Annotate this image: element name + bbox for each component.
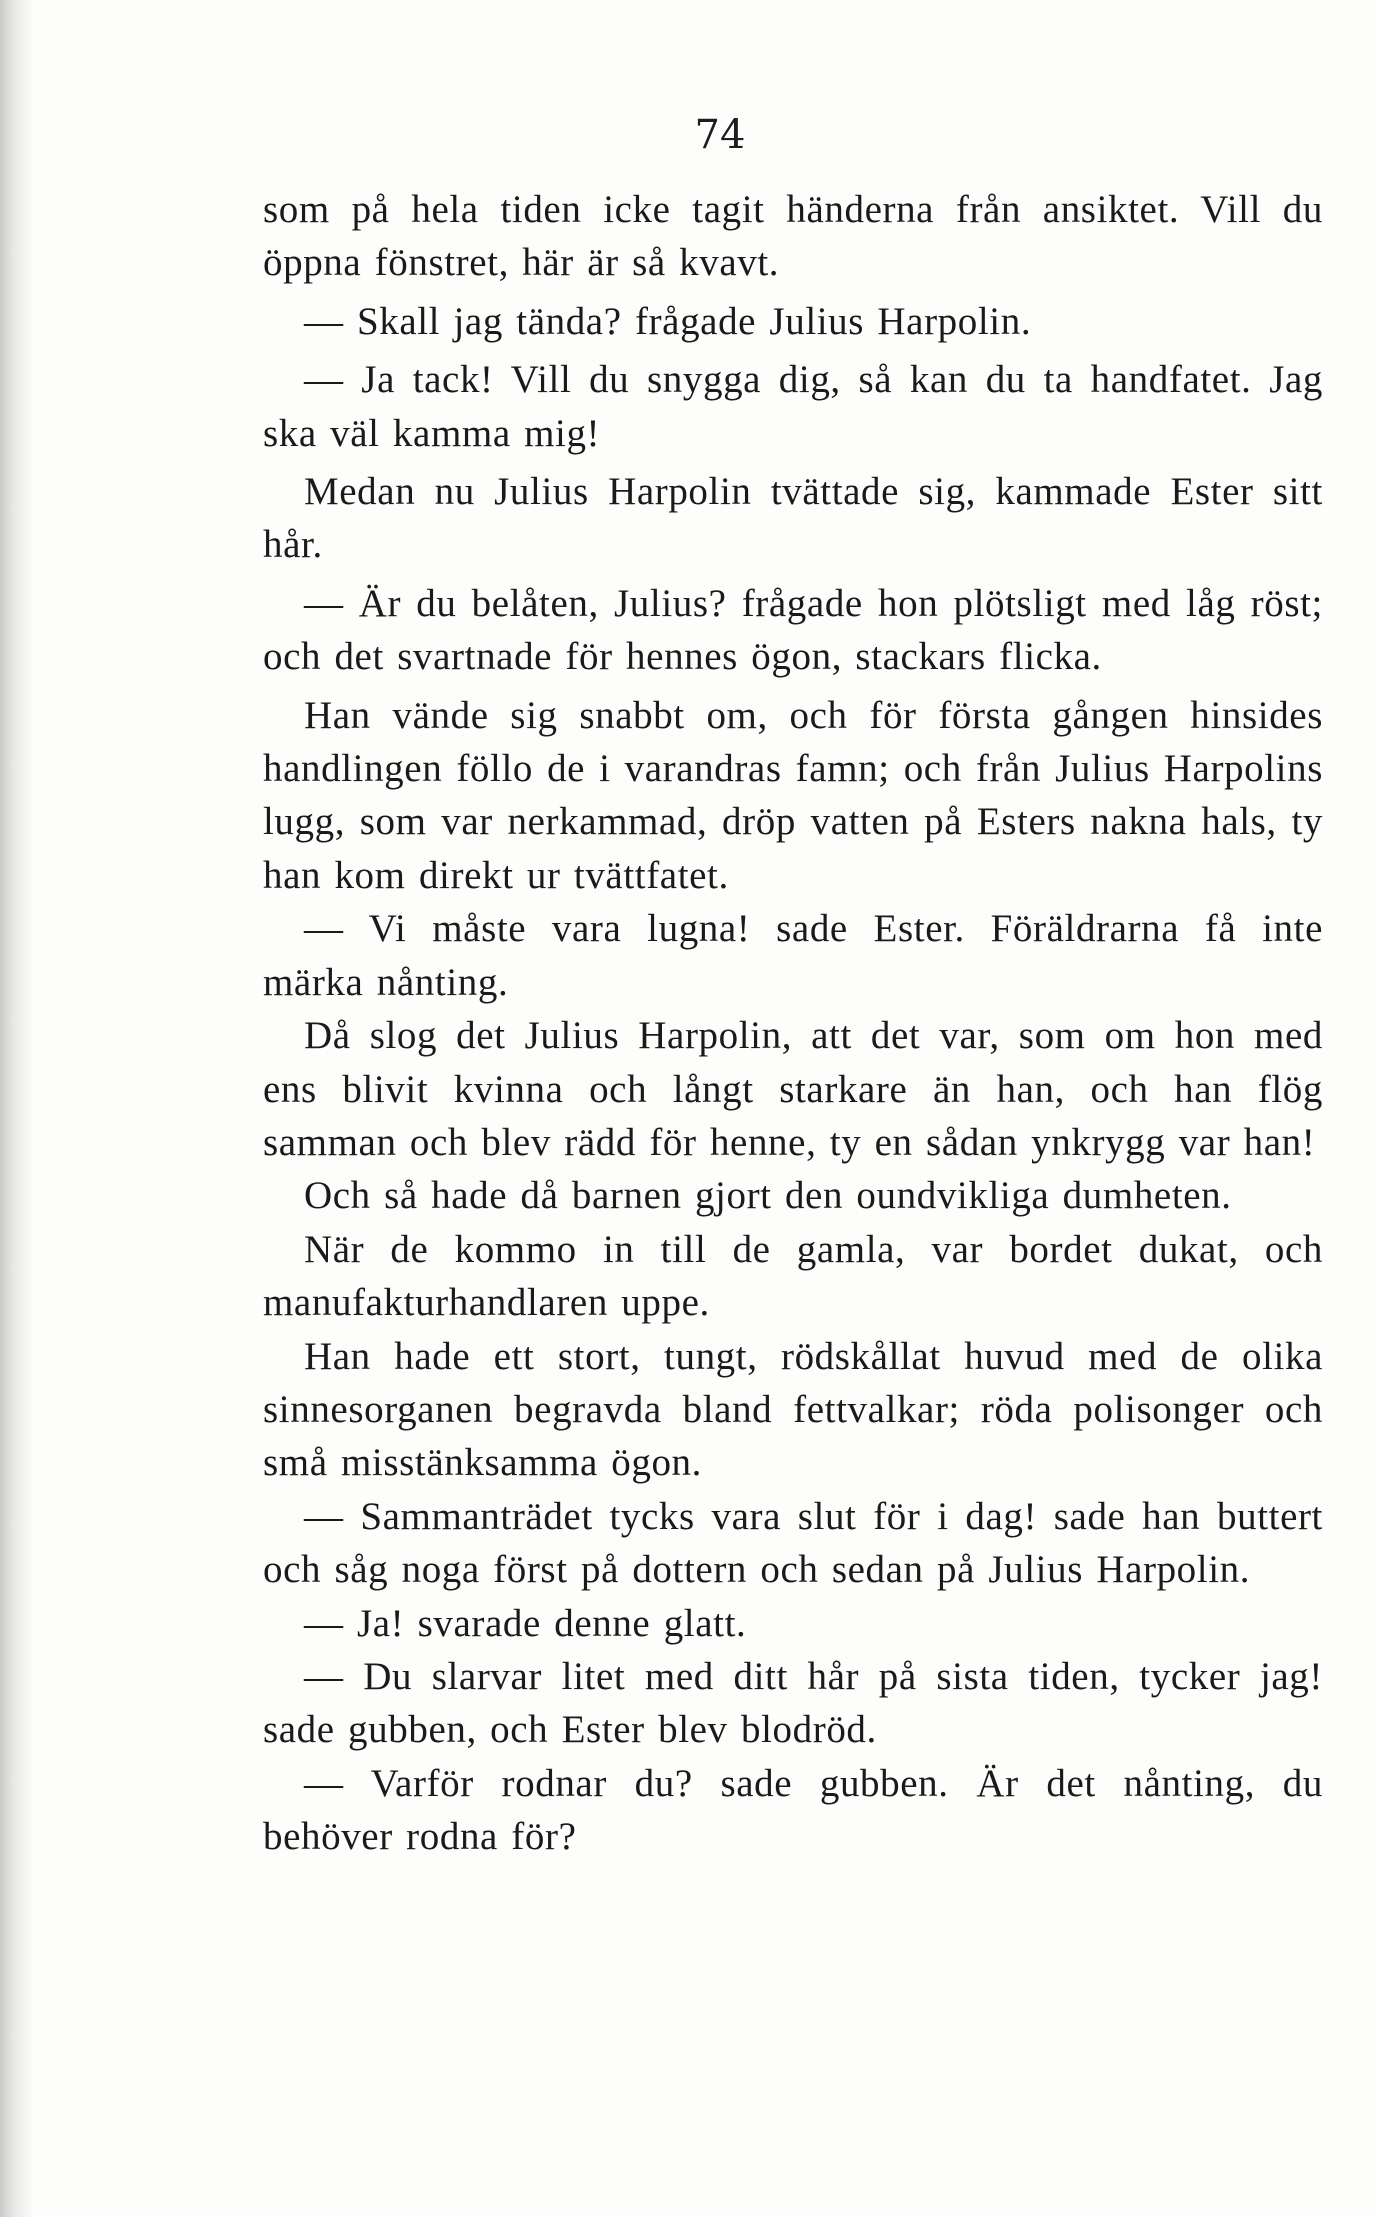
paragraph: — Är du belåten, Julius? frågade hon plötsligt med låg röst; och det svartnade för hennes ögon, stackars flicka. [263,581,1323,679]
paragraph: — Ja tack! Vill du snygga dig, så kan du ta handfatet. Jag ska väl kamma mig! [263,358,1323,455]
paragraph: Han hade ett stort, tungt, rödskållat huvud med de olika sinnesorganen begravda bland fettvalkar; röda polisonger och små misstänksamma ögon. [263,1334,1323,1485]
body-text [263,183,1323,1864]
paragraph: — Varför rodnar du? sade gubben. Är det nånting, du behöver rodna för? [263,1761,1323,1859]
paragraph: Medan nu Julius Harpolin tvättade sig, kammade Ester sitt hår. [263,470,1323,567]
paragraph: — Vi måste vara lugna! sade Ester. Föräldrarna få inte märka nånting. [263,907,1323,1004]
paragraph: Då slog det Julius Harpolin, att det var, som om hon med ens blivit kvinna och långt starkare än han, och han flög samman och blev rädd för henne, ty en sådan ynkrygg var han! [263,1014,1323,1164]
paragraph: — Du slarvar litet med ditt hår på sista tiden, tycker jag! sade gubben, och Ester blev blodröd. [263,1654,1323,1752]
paragraph: — Sammanträdet tycks vara slut för i dag! sade han buttert och såg noga först på dottern och sedan på Julius Harpolin. [263,1494,1323,1592]
paragraph: Och så hade då barnen gjort den oundvikliga dumheten. [304,1174,1232,1218]
paragraph: — Ja! svarade denne glatt. [304,1601,747,1645]
paragraph: När de kommo in till de gamla, var bordet dukat, och manufakturhandlaren uppe. [263,1227,1323,1325]
page-number: 74 [694,112,746,158]
paragraph: som på hela tiden icke tagit händerna från ansiktet. Vill du öppna fönstret, här är så kvavt. [263,188,1323,285]
paragraph: Han vände sig snabbt om, och för första gången hinsides handlingen föllo de i varandras famn; och från Julius Harpolins lugg, som var nerkammad, dröp vatten på Esters nakna hals, ty han kom direkt ur tvättfatet. [263,693,1323,897]
page-edge-shadow [0,0,34,2217]
paragraph: — Skall jag tända? frågade Julius Harpolin. [304,299,1032,343]
